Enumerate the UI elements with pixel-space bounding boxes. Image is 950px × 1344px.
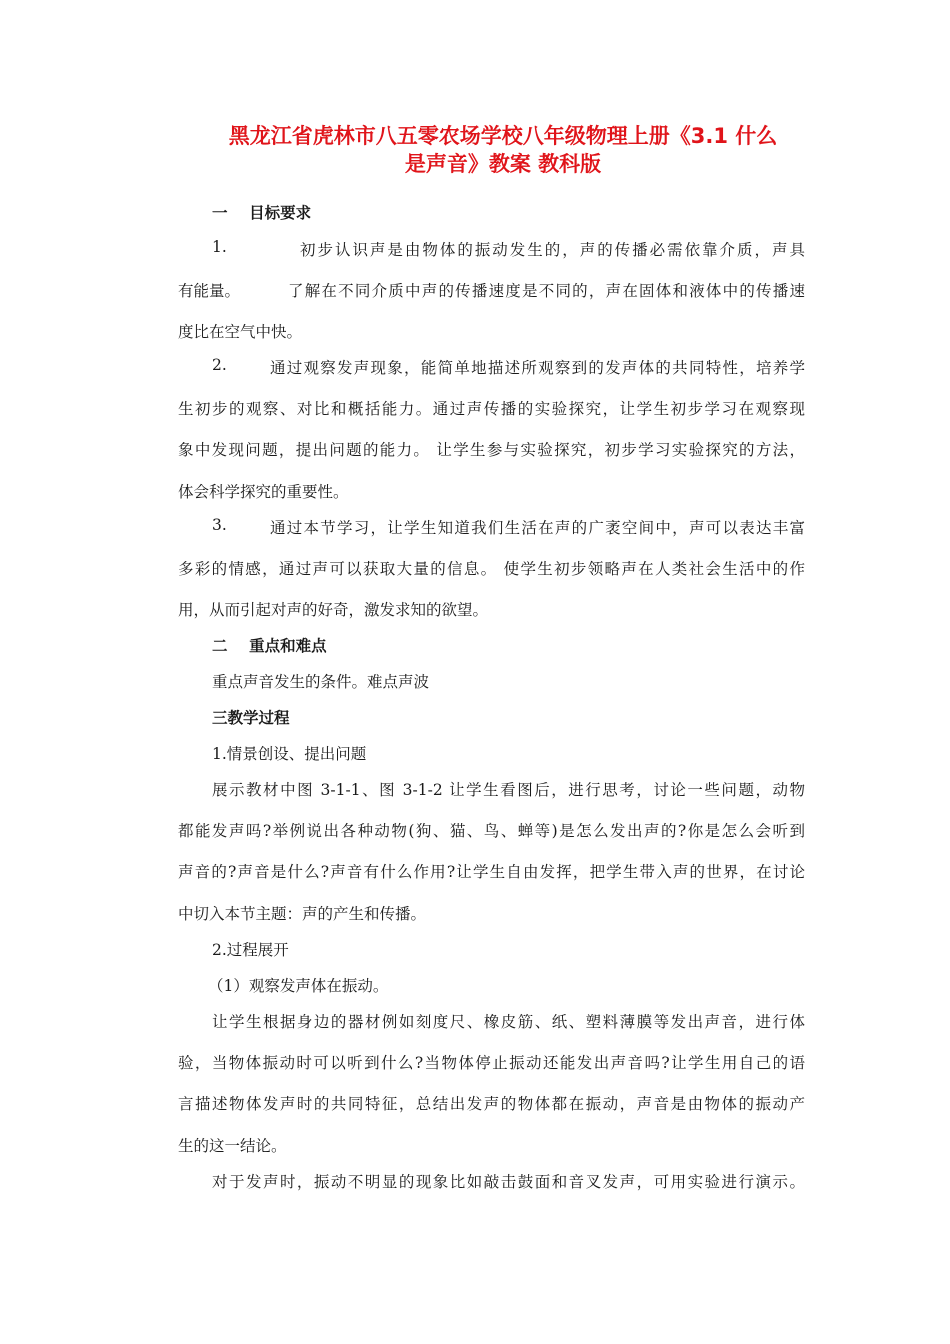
item-number-3: 3. <box>212 516 227 534</box>
paragraph-2-line-2: 生初步的观察、对比和概括能力。通过声传播的实验探究，让学生初步学习在观察现 <box>178 400 805 418</box>
item-number-2: 2. <box>212 356 227 374</box>
subsection-2-line-1: 让学生根据身边的器材例如刻度尺、橡皮筋、纸、塑料薄膜等发出声音，进行体 <box>212 1013 805 1031</box>
subsection-2-line-4: 生的这一结论。 <box>178 1137 287 1155</box>
section-heading-goals: 一 目标要求 <box>212 204 312 222</box>
paragraph-1-line-2a: 有能量。 <box>178 282 241 300</box>
subsection-1-line-1: 展示教材中图 3-1-1、图 3-1-2 让学生看图后，进行思考，讨论一些问题，动物 <box>212 781 805 799</box>
item-number-1: 1. <box>212 238 227 256</box>
subsection-1-line-4: 中切入本节主题：声的产生和传播。 <box>178 905 427 923</box>
section-heading-key-points: 二 重点和难点 <box>212 637 327 655</box>
subsection-2-line-3: 言描述物体发声时的共同特征，总结出发声的物体都在振动，声音是由物体的振动产 <box>178 1095 805 1113</box>
paragraph-1-line-2b: 了解在不同介质中声的传播速度是不同的，声在固体和液体中的传播速 <box>288 282 805 300</box>
subsection-2-line-2: 验，当物体振动时可以听到什么?当物体停止振动还能发出声音吗?让学生用自己的语 <box>178 1054 805 1072</box>
paragraph-1-line-3: 度比在空气中快。 <box>178 323 303 341</box>
paragraph-3-line-2: 多彩的情感，通过声可以获取大量的信息。 使学生初步领略声在人类社会生活中的作 <box>178 560 805 578</box>
subsection-1-heading: 1.情景创设、提出问题 <box>212 745 367 763</box>
subsection-1-line-3: 声音的?声音是什么?声音有什么作用?让学生自由发挥，把学生带入声的世界，在讨论 <box>178 863 805 881</box>
paragraph-1-line-1: 初步认识声是由物体的振动发生的，声的传播必需依靠介质，声具 <box>300 241 805 259</box>
paragraph-3-line-3: 用，从而引起对声的好奇，激发求知的欲望。 <box>178 601 489 619</box>
title-line-2: 是声音》教案 教科版 <box>404 152 602 176</box>
paragraph-2-line-1: 通过观察发声现象，能简单地描述所观察到的发声体的共同特性，培养学 <box>270 359 805 377</box>
subsection-2-heading: 2.过程展开 <box>212 941 289 959</box>
paragraph-3-line-1: 通过本节学习，让学生知道我们生活在声的广袤空间中，声可以表达丰富 <box>270 519 805 537</box>
subsection-2-line-5: 对于发声时，振动不明显的现象比如敲击鼓面和音叉发声，可用实验进行演示。 <box>212 1173 805 1191</box>
title-line-1: 黑龙江省虎林市八五零农场学校八年级物理上册《3.1 什么 <box>228 124 778 148</box>
subsection-2-subheading: （1）观察发声体在振动。 <box>208 977 389 995</box>
subsection-1-line-2: 都能发声吗?举例说出各种动物(狗、猫、鸟、蝉等)是怎么发出声的?你是怎么会听到 <box>178 822 805 840</box>
document-title <box>178 122 828 178</box>
paragraph-2-line-4: 体会科学探究的重要性。 <box>178 483 349 501</box>
key-points-text: 重点声音发生的条件。难点声波 <box>212 673 430 691</box>
paragraph-2-line-3: 象中发现问题，提出问题的能力。 让学生参与实验探究，初步学习实验探究的方法， <box>178 441 805 459</box>
section-heading-teaching-process: 三教学过程 <box>212 709 290 727</box>
